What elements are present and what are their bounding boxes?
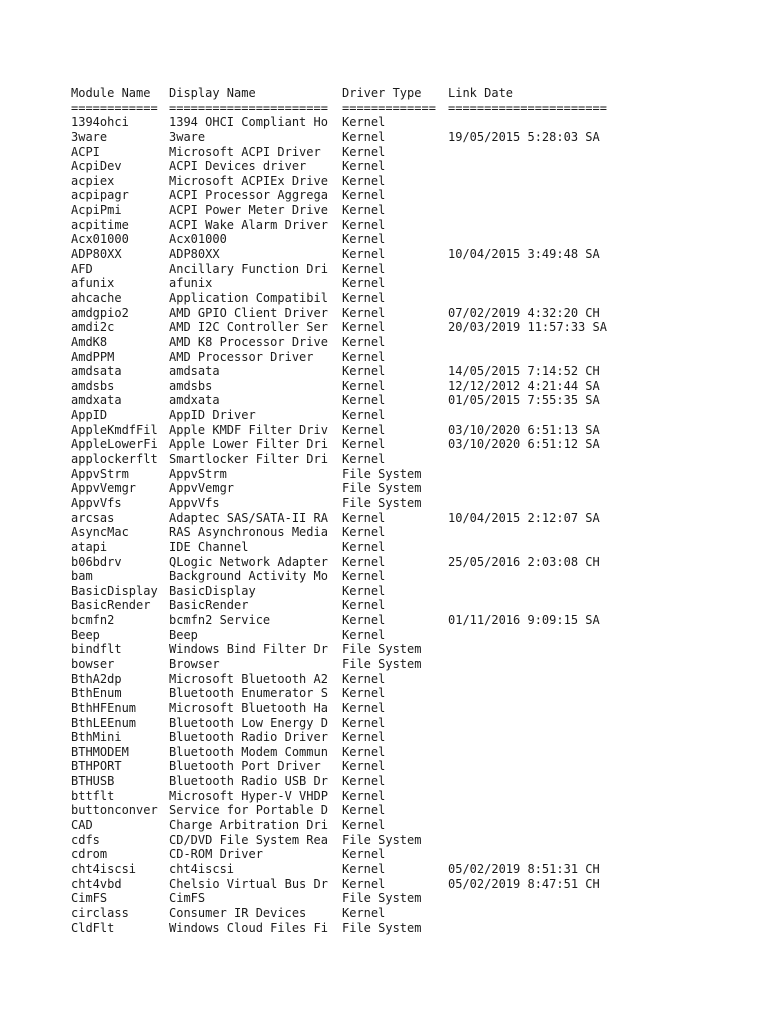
module-name-cell: b06bdrv	[71, 554, 122, 569]
module-name-cell: ACPI	[71, 144, 100, 159]
driver-type-cell: Kernel	[342, 393, 386, 408]
driver-type-cell: Kernel	[342, 203, 386, 218]
module-name-cell: AppvVfs	[71, 495, 122, 510]
module-name-cell: amdgpio2	[71, 305, 129, 320]
module-name-cell: amdi2c	[71, 320, 115, 335]
table-row	[71, 349, 386, 365]
module-name-cell: BasicDisplay	[71, 583, 158, 598]
table-row	[71, 261, 386, 277]
display-name-cell: Ancillary Function Dri	[169, 261, 328, 276]
driver-type-cell: Kernel	[342, 334, 386, 349]
display-name-cell: Consumer IR Devices	[169, 905, 307, 920]
table-row	[71, 408, 386, 423]
driver-type-cell: Kernel	[342, 818, 386, 833]
table-row	[71, 700, 386, 716]
module-name-cell: 1394ohci	[71, 115, 129, 130]
driver-type-cell: Kernel	[342, 364, 386, 379]
driver-type-cell: Kernel	[342, 320, 386, 335]
link-date-cell: 07/02/2019 4:32:20 CH	[448, 305, 600, 320]
table-row	[71, 598, 386, 613]
display-name-cell: Smartlocker Filter Dri	[169, 452, 328, 467]
driver-type-cell: Kernel	[342, 583, 386, 598]
display-name-cell: AMD K8 Processor Drive	[169, 334, 328, 349]
driver-type-cell: Kernel	[342, 598, 386, 613]
table-row	[71, 656, 422, 672]
driver-query-listing	[71, 86, 607, 935]
module-name-cell: AppID	[71, 408, 108, 423]
table-row	[71, 671, 386, 687]
driver-type-cell: Kernel	[342, 408, 386, 423]
table-row	[71, 422, 600, 438]
driver-type-cell: Kernel	[342, 554, 386, 569]
display-name-cell: Microsoft Hyper-V VHDP	[169, 788, 328, 803]
driver-type-cell: Kernel	[342, 759, 386, 774]
display-name-cell: ACPI Power Meter Drive	[169, 203, 328, 218]
table-row	[71, 744, 386, 760]
display-name-cell: Bluetooth Modem Commun	[169, 744, 328, 759]
table-row	[71, 232, 386, 247]
table-row	[71, 920, 422, 936]
table-row	[71, 759, 386, 774]
table-row	[71, 583, 386, 599]
link-date-cell: 05/02/2019 8:47:51 CH	[448, 876, 600, 891]
module-name-cell: AppvStrm	[71, 466, 129, 481]
display-name-cell: Service for Portable D	[169, 803, 328, 818]
driver-type-cell: Kernel	[342, 730, 386, 745]
module-name-cell: acpipagr	[71, 188, 129, 203]
table-row	[71, 803, 386, 818]
display-name-cell: amdxata	[169, 393, 220, 408]
display-name-cell: amdsata	[169, 364, 220, 379]
display-name-cell: CD/DVD File System Rea	[169, 832, 328, 847]
header-display-name: Display Name	[169, 86, 256, 100]
display-name-cell: Adaptec SAS/SATA-II RA	[169, 510, 328, 525]
driver-type-cell: Kernel	[342, 115, 386, 130]
display-name-cell: BasicRender	[169, 598, 249, 613]
module-name-cell: amdsbs	[71, 378, 115, 393]
display-name-cell: Beep	[169, 627, 198, 642]
module-name-cell: bowser	[71, 656, 115, 671]
module-name-cell: BthLEEnum	[71, 715, 137, 730]
module-name-cell: bindflt	[71, 642, 122, 657]
display-name-cell: AMD I2C Controller Ser	[169, 320, 328, 335]
driver-type-cell: File System	[342, 466, 422, 481]
display-name-cell: Bluetooth Port Driver	[169, 759, 321, 774]
table-row	[71, 203, 386, 218]
display-name-cell: bcmfn2 Service	[169, 613, 271, 628]
display-name-cell: AppID Driver	[169, 408, 256, 423]
driver-type-cell: Kernel	[342, 261, 386, 276]
module-name-cell: cdrom	[71, 847, 108, 862]
module-name-cell: Beep	[71, 627, 100, 642]
table-row	[71, 393, 600, 408]
module-name-cell: BthMini	[71, 730, 122, 745]
driver-type-cell: Kernel	[342, 744, 386, 759]
driver-type-cell: File System	[342, 891, 422, 906]
module-name-cell: acpiex	[71, 173, 115, 188]
module-name-cell: amdsata	[71, 364, 122, 379]
display-name-cell: Apple KMDF Filter Driv	[169, 422, 328, 437]
table-row	[71, 481, 422, 496]
module-name-cell: 3ware	[71, 129, 108, 144]
table-row	[71, 613, 600, 628]
module-name-cell: BTHUSB	[71, 774, 115, 789]
driver-type-cell: Kernel	[342, 905, 386, 920]
link-date-cell: 10/04/2015 3:49:48 SA	[448, 247, 600, 262]
display-name-cell: AMD Processor Driver	[169, 349, 314, 364]
separator-row	[71, 100, 607, 116]
display-name-cell: Bluetooth Low Energy D	[169, 715, 328, 730]
table-row	[71, 730, 386, 745]
driver-type-cell: File System	[342, 832, 422, 847]
driver-type-cell: Kernel	[342, 217, 386, 232]
driver-type-cell: Kernel	[342, 452, 386, 467]
table-row	[71, 144, 386, 160]
driver-type-cell: File System	[342, 642, 422, 657]
display-name-cell: Bluetooth Enumerator S	[169, 686, 328, 701]
table-row	[71, 847, 386, 862]
table-row	[71, 876, 600, 892]
link-date-cell: 14/05/2015 7:14:52 CH	[448, 364, 600, 379]
table-row	[71, 818, 386, 833]
display-name-cell: Charge Arbitration Dri	[169, 818, 328, 833]
driver-type-cell: Kernel	[342, 305, 386, 320]
module-name-cell: AsyncMac	[71, 525, 129, 540]
module-name-cell: AmdPPM	[71, 349, 115, 364]
table-row	[71, 686, 386, 701]
module-name-cell: AppvVemgr	[71, 481, 137, 496]
module-name-cell: AppleKmdfFil	[71, 422, 158, 437]
module-name-cell: acpitime	[71, 217, 129, 232]
module-name-cell: BTHPORT	[71, 759, 122, 774]
module-name-cell: CAD	[71, 818, 93, 833]
link-date-cell: 10/04/2015 2:12:07 SA	[448, 510, 600, 525]
driver-type-cell: Kernel	[342, 847, 386, 862]
table-row	[71, 905, 386, 921]
driver-type-cell: Kernel	[342, 232, 386, 247]
display-name-cell: Bluetooth Radio Driver	[169, 730, 328, 745]
module-name-cell: AcpiDev	[71, 159, 122, 174]
driver-type-cell: Kernel	[342, 437, 386, 452]
table-row	[71, 115, 386, 130]
module-name-cell: cdfs	[71, 832, 100, 847]
link-date-cell: 25/05/2016 2:03:08 CH	[448, 554, 600, 569]
module-name-cell: bttflt	[71, 788, 115, 803]
table-row	[71, 334, 386, 350]
driver-type-cell: Kernel	[342, 422, 386, 437]
table-row	[71, 466, 422, 482]
link-date-cell: 03/10/2020 6:51:13 SA	[448, 422, 600, 437]
display-name-cell: 1394 OHCI Compliant Ho	[169, 115, 328, 130]
display-name-cell: AppvVfs	[169, 495, 220, 510]
header-module-name: Module Name	[71, 86, 151, 100]
display-name-cell: afunix	[169, 276, 213, 291]
table-row	[71, 217, 386, 233]
driver-type-cell: Kernel	[342, 876, 386, 891]
display-name-cell: Microsoft ACPI Driver	[169, 144, 321, 159]
driver-type-cell: Kernel	[342, 290, 386, 305]
driver-type-cell: Kernel	[342, 247, 386, 262]
table-row	[71, 247, 600, 262]
driver-type-cell: Kernel	[342, 774, 386, 789]
display-name-cell: ACPI Wake Alarm Driver	[169, 217, 328, 232]
display-name-cell: CimFS	[169, 891, 206, 906]
link-date-cell: 12/12/2012 4:21:44 SA	[448, 378, 600, 393]
module-name-cell: BasicRender	[71, 598, 151, 613]
driver-type-cell: Kernel	[342, 861, 386, 876]
driver-type-cell: Kernel	[342, 525, 386, 540]
display-name-cell: AMD GPIO Client Driver	[169, 305, 328, 320]
driver-type-cell: Kernel	[342, 276, 386, 291]
driver-type-cell: File System	[342, 920, 422, 935]
display-name-cell: Chelsio Virtual Bus Dr	[169, 876, 328, 891]
separator-driver-type: =============	[342, 100, 436, 115]
table-row	[71, 378, 600, 394]
driver-type-cell: Kernel	[342, 159, 386, 174]
module-name-cell: CldFlt	[71, 920, 115, 935]
table-row	[71, 627, 386, 643]
display-name-cell: ACPI Processor Aggrega	[169, 188, 328, 203]
display-name-cell: AppvVemgr	[169, 481, 235, 496]
display-name-cell: CD-ROM Driver	[169, 847, 263, 862]
table-row	[71, 276, 386, 291]
module-name-cell: applockerflt	[71, 452, 158, 467]
table-row	[71, 569, 386, 584]
module-name-cell: AmdK8	[71, 334, 108, 349]
module-name-cell: afunix	[71, 276, 115, 291]
display-name-cell: Windows Bind Filter Dr	[169, 642, 328, 657]
driver-type-cell: Kernel	[342, 510, 386, 525]
driver-type-cell: Kernel	[342, 144, 386, 159]
driver-type-cell: Kernel	[342, 715, 386, 730]
link-date-cell: 19/05/2015 5:28:03 SA	[448, 129, 600, 144]
driver-type-cell: File System	[342, 495, 422, 510]
table-row	[71, 510, 600, 526]
table-row	[71, 495, 422, 511]
table-row	[71, 554, 600, 570]
display-name-cell: Bluetooth Radio USB Dr	[169, 774, 328, 789]
link-date-cell: 05/02/2019 8:51:31 CH	[448, 861, 600, 876]
table-row	[71, 891, 422, 906]
driver-type-cell: Kernel	[342, 539, 386, 554]
driver-type-cell: Kernel	[342, 700, 386, 715]
module-name-cell: cht4vbd	[71, 876, 122, 891]
display-name-cell: Microsoft Bluetooth A2	[169, 671, 328, 686]
display-name-cell: Browser	[169, 656, 220, 671]
module-name-cell: ADP80XX	[71, 247, 122, 262]
module-name-cell: atapi	[71, 539, 108, 554]
display-name-cell: ADP80XX	[169, 247, 220, 262]
link-date-cell: 01/05/2015 7:55:35 SA	[448, 393, 600, 408]
separator-module-name: ============	[71, 100, 158, 115]
display-name-cell: BasicDisplay	[169, 583, 256, 598]
driver-type-cell: Kernel	[342, 788, 386, 803]
table-row	[71, 452, 386, 467]
module-name-cell: amdxata	[71, 393, 122, 408]
display-name-cell: Microsoft Bluetooth Ha	[169, 700, 328, 715]
table-row	[71, 642, 422, 657]
table-row	[71, 364, 600, 379]
driver-type-cell: Kernel	[342, 686, 386, 701]
table-row	[71, 788, 386, 804]
display-name-cell: Apple Lower Filter Dri	[169, 437, 328, 452]
driver-rows	[71, 115, 607, 935]
table-row	[71, 832, 422, 848]
driver-type-cell: Kernel	[342, 569, 386, 584]
table-row	[71, 320, 607, 335]
driver-type-cell: Kernel	[342, 613, 386, 628]
module-name-cell: AFD	[71, 261, 93, 276]
table-row	[71, 437, 600, 452]
table-row	[71, 715, 386, 731]
display-name-cell: AppvStrm	[169, 466, 227, 481]
driver-type-cell: File System	[342, 656, 422, 671]
link-date-cell: 03/10/2020 6:51:12 SA	[448, 437, 600, 452]
table-row	[71, 290, 386, 306]
display-name-cell: cht4iscsi	[169, 861, 235, 876]
module-name-cell: arcsas	[71, 510, 115, 525]
module-name-cell: cht4iscsi	[71, 861, 137, 876]
display-name-cell: Microsoft ACPIEx Drive	[169, 173, 328, 188]
display-name-cell: IDE Channel	[169, 539, 249, 554]
module-name-cell: buttonconver	[71, 803, 158, 818]
header-driver-type: Driver Type	[342, 86, 422, 100]
separator-display-name: ======================	[169, 100, 328, 115]
display-name-cell: 3ware	[169, 129, 206, 144]
module-name-cell: BTHMODEM	[71, 744, 129, 759]
display-name-cell: Windows Cloud Files Fi	[169, 920, 328, 935]
display-name-cell: ACPI Devices driver	[169, 159, 307, 174]
table-row	[71, 159, 386, 174]
table-row	[71, 129, 600, 145]
table-row	[71, 539, 386, 555]
driver-type-cell: Kernel	[342, 349, 386, 364]
separator-link-date: ======================	[448, 100, 607, 115]
table-row	[71, 173, 386, 189]
driver-type-cell: Kernel	[342, 671, 386, 686]
display-name-cell: Acx01000	[169, 232, 227, 247]
link-date-cell: 01/11/2016 9:09:15 SA	[448, 613, 600, 628]
module-name-cell: bcmfn2	[71, 613, 115, 628]
display-name-cell: amdsbs	[169, 378, 213, 393]
display-name-cell: Application Compatibil	[169, 290, 328, 305]
module-name-cell: BthHFEnum	[71, 700, 137, 715]
table-row	[71, 774, 386, 789]
link-date-cell: 20/03/2019 11:57:33 SA	[448, 320, 607, 335]
module-name-cell: circlass	[71, 905, 129, 920]
module-name-cell: BthEnum	[71, 686, 122, 701]
module-name-cell: BthA2dp	[71, 671, 122, 686]
table-row	[71, 188, 386, 203]
driver-type-cell: Kernel	[342, 803, 386, 818]
driver-type-cell: Kernel	[342, 129, 386, 144]
driver-type-cell: Kernel	[342, 188, 386, 203]
display-name-cell: Background Activity Mo	[169, 569, 328, 584]
module-name-cell: CimFS	[71, 891, 108, 906]
display-name-cell: RAS Asynchronous Media	[169, 525, 328, 540]
module-name-cell: ahcache	[71, 290, 122, 305]
table-row	[71, 305, 600, 321]
table-row	[71, 861, 600, 877]
module-name-cell: AcpiPmi	[71, 203, 122, 218]
display-name-cell: QLogic Network Adapter	[169, 554, 328, 569]
driver-type-cell: Kernel	[342, 378, 386, 393]
module-name-cell: Acx01000	[71, 232, 129, 247]
driver-type-cell: Kernel	[342, 627, 386, 642]
driver-type-cell: Kernel	[342, 173, 386, 188]
table-row	[71, 525, 386, 540]
header-link-date: Link Date	[448, 86, 514, 100]
module-name-cell: bam	[71, 569, 93, 584]
column-header-row	[71, 86, 514, 101]
module-name-cell: AppleLowerFi	[71, 437, 158, 452]
driver-type-cell: File System	[342, 481, 422, 496]
